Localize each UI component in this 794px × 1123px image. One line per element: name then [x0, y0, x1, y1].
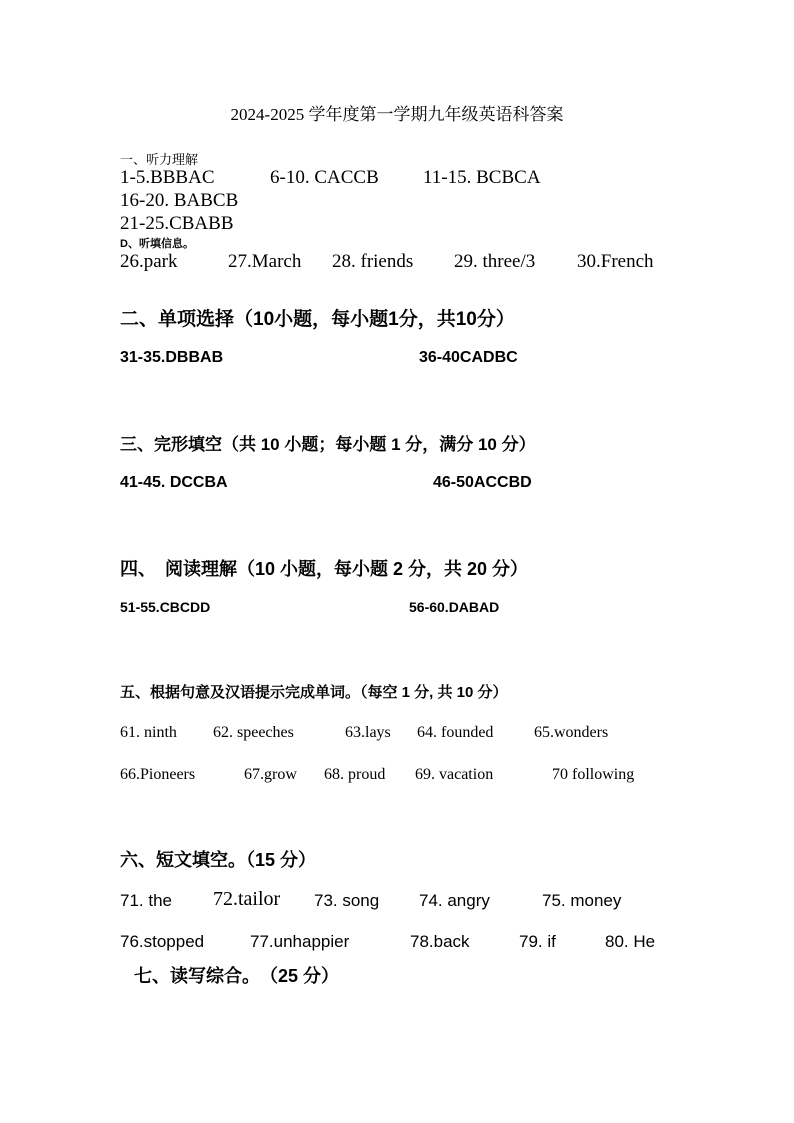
answer-72: 72.tailor	[213, 888, 281, 910]
answer-71: 71. the	[120, 891, 172, 910]
answer-75: 75. money	[542, 891, 622, 910]
section1-heading: 一、听力理解	[120, 152, 199, 167]
answer-76: 76.stopped	[120, 932, 205, 951]
section5-heading: 五、根据句意及汉语提示完成单词。（每空 1 分, 共 10 分）	[120, 684, 508, 701]
answer-65: 65.wonders	[534, 724, 609, 741]
answer-36-40: 36-40CADBC	[419, 349, 518, 366]
answer-64: 64. founded	[417, 724, 494, 741]
answer-26: 26.park	[120, 251, 178, 272]
answer-79: 79. if	[519, 932, 556, 951]
answer-68: 68. proud	[324, 766, 386, 783]
section1-subheading: D、听填信息。	[120, 238, 194, 250]
answer-74: 74. angry	[419, 891, 490, 910]
section7-heading: 七、读写综合。 （25 分）	[134, 966, 340, 986]
answer-66: 66.Pioneers	[120, 766, 196, 783]
answer-62: 62. speeches	[213, 724, 294, 741]
section2-heading: 二、单项选择（10小题，每小题1分，共10分）	[120, 309, 515, 330]
answer-69: 69. vacation	[415, 766, 494, 783]
answer-28: 28. friends	[332, 251, 414, 272]
answer-11-15: 11-15. BCBCA	[423, 167, 541, 188]
answer-80: 80. He	[605, 932, 656, 951]
answer-56-60: 56-60.DABAD	[409, 599, 500, 615]
answer-67: 67.grow	[244, 766, 297, 783]
section6-heading: 六、短文填空。（15 分）	[120, 850, 317, 870]
answer-6-10: 6-10. CACCB	[270, 167, 379, 188]
answer-30: 30.French	[577, 251, 654, 272]
answer-41-45: 41-45. DCCBA	[120, 474, 228, 491]
section4-heading: 四、 阅读理解（10 小题，每小题 2 分，共 20 分）	[120, 559, 529, 579]
answer-16-20: 16-20. BABCB	[120, 190, 239, 211]
answer-77: 77.unhappier	[250, 932, 350, 951]
answer-29: 29. three/3	[454, 251, 536, 272]
answer-51-55: 51-55.CBCDD	[120, 599, 211, 615]
answer-70: 70 following	[552, 766, 635, 783]
answer-63: 63.lays	[345, 724, 391, 741]
answer-46-50: 46-50ACCBD	[433, 474, 532, 491]
answer-1-5: 1-5.BBBAC	[120, 167, 215, 188]
answer-73: 73. song	[314, 891, 380, 910]
answer-78: 78.back	[410, 932, 470, 951]
answer-27: 27.March	[228, 251, 302, 272]
answer-21-25: 21-25.CBABB	[120, 213, 234, 234]
answer-61: 61. ninth	[120, 724, 177, 741]
answer-31-35: 31-35.DBBAB	[120, 349, 224, 366]
section3-heading: 三、完形填空（共 10 小题；每小题 1 分，满分 10 分）	[120, 435, 536, 454]
page-title: 2024-2025 学年度第一学期九年级英语科答案	[230, 105, 564, 124]
